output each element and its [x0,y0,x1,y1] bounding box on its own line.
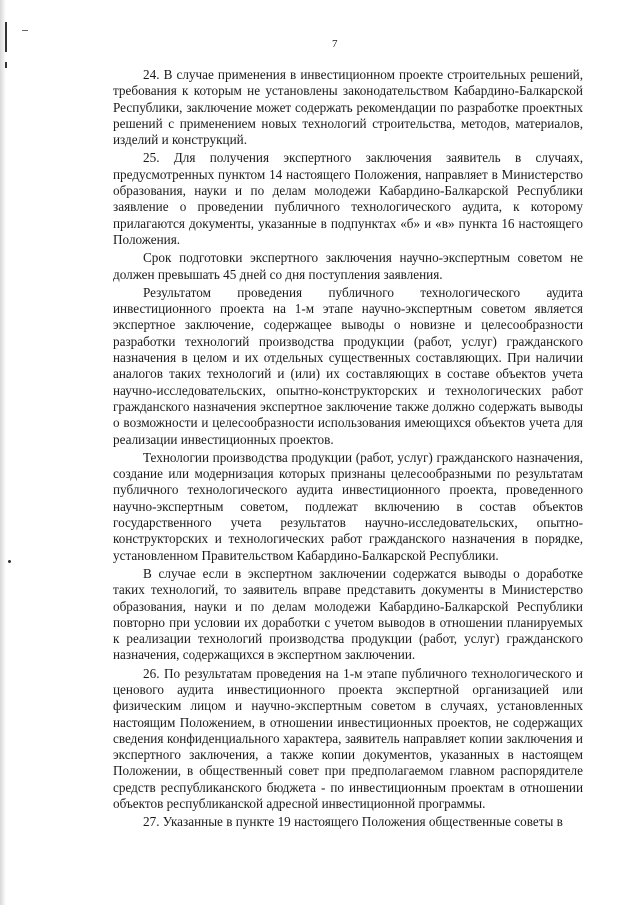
paragraph-audit-result: Результатом проведения публичного технологического аудита инвестиционного проекта на 1-м этапе научно-экспертным советом является экспертное заключение, содержащее выводы о новизне и целесообразности разработки технологий производства продукции (работ, услуг) гражданского назначения в целом и их отдельных существенных составляющих. При наличии аналогов таких технологий и (или) их составляющих в составе объектов учета научно-исследовательских, опытно-конструкторских и технологических работ гражданского назначения экспертное заключение также должно содержать выводы о возможности и целесообразности использования имеющихся объектов учета для реализации инвестиционных проектов. [113,284,583,447]
document-body [113,67,583,833]
paragraph-25: 25. Для получения экспертного заключения заявитель в случаях, предусмотренных пунктом 14 настоящего Положения, направляет в Министерство образования, науки и по делам молодежи Кабардино-Балкарской Республики заявление о проведении публичного технологического аудита, к которому прилагаются документы, указанные в подпунктах «б» и «в» пункта 16 настоящего Положения. [113,150,583,247]
margin-mark [8,560,11,563]
paragraph-technologies: Технологии производства продукции (работ, услуг) гражданского назначения, создание или модернизация которых признаны целесообразными по результатам публичного технологического аудита инвестиционного проекта, проведенного научно-экспертным советом, подлежат включению в состав объектов государственного учета результатов научно-исследовательских, опытно-конструкторских и технологических работ гражданского назначения в порядке, установленном Правительством Кабардино-Балкарской Республики. [113,449,583,563]
margin-mark [5,22,7,52]
paragraph-24: 24. В случае применения в инвестиционном проекте строительных решений, требования к которым не установлены законодательством Кабардино-Балкарской Республики, заключение может содержать рекомендации по разработке проектных решений с применением новых технологий строительства, методов, материалов, изделий и конструкций. [113,67,583,148]
paragraph-27: 27. Указанные в пункте 19 настоящего Положения общественные советы в [143,814,563,830]
paragraph-26: 26. По результатам проведения на 1-м этапе публичного технологического и ценового аудита инвестиционного проекта экспертной организацией или физическим лицом и научно-экспертным советом в случаях, установленных настоящим Положением, в отношении инвестиционных проектов, не содержащих сведения конфиденциального характера, заявитель направляет копии заключения и экспертного заключения, а также копии документов, указанных в настоящем Положении, в общественный совет при предполагаемом главном распорядителе средств республиканского бюджета - по инвестиционным проектам в отношении объектов республиканской адресной инвестиционной программы. [113,665,583,812]
scan-edge [0,0,6,905]
margin-mark [22,30,28,31]
margin-mark [5,62,7,68]
paragraph-deadline: Срок подготовки экспертного заключения научно-экспертным советом не должен превышать 45 дней со дня поступления заявления. [113,250,583,282]
paragraph-revision: В случае если в экспертном заключении содержатся выводы о доработке таких технологий, то заявитель вправе представить документы в Министерство образования, науки и по делам молодежи Кабардино-Балкарской Республики повторно при условии их доработки с учетом выводов в отношении планируемых к реализации технологий производства продукции (работ, услуг) гражданского назначения, содержащихся в экспертном заключении. [113,565,583,663]
page-number: 7 [332,38,338,50]
